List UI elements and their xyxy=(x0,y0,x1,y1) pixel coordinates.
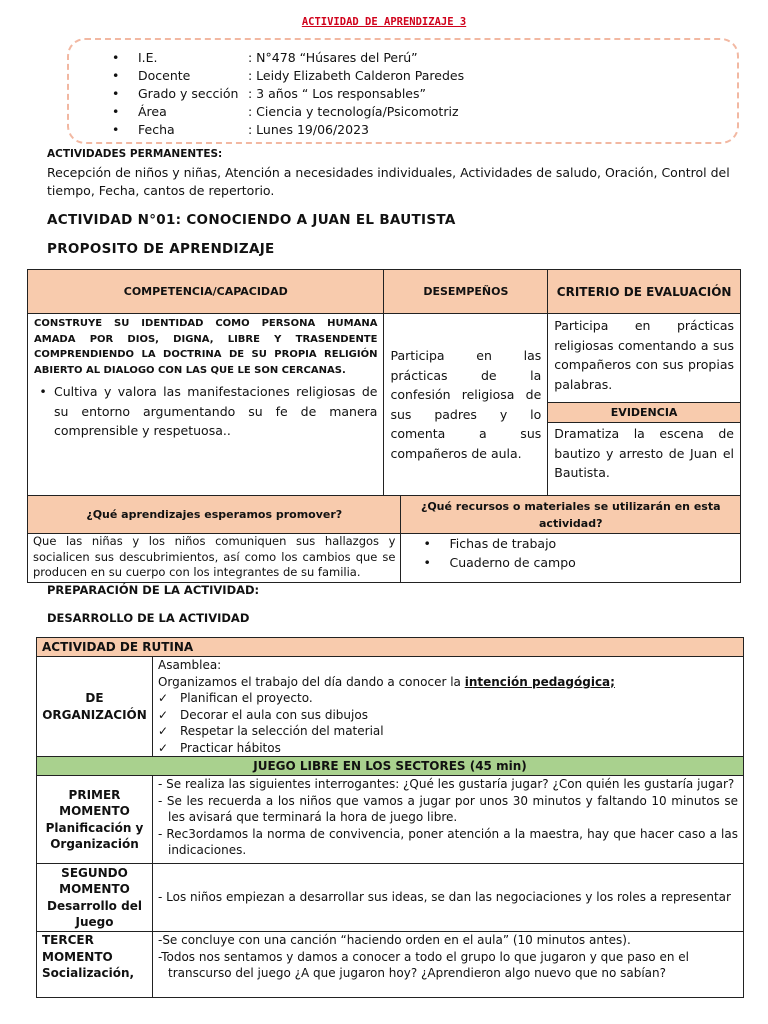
segundo-momento-text: - Los niños empiezan a desarrollar sus ideas, se dan las negociaciones y los roles a representar xyxy=(152,864,743,932)
recursos-cell xyxy=(401,534,741,583)
check-item: ✓ Respetar la selección del material xyxy=(157,724,384,738)
competencia-text: CONSTRUYE SU IDENTIDAD COMO PERSONA HUMANA AMADA POR DIOS, DIGNA, LIBRE Y TRASENDENTE COMPRENDIENDO LA DOCTRINA DE SU PROPIA RELIGIÓN ABIERTO AL DIALOGO CON LAS QUE LE SON CERCANAS. xyxy=(34,318,378,376)
organizacion-cell xyxy=(152,657,743,757)
proposito-title: PROPOSITO DE APRENDIZAJE xyxy=(47,241,275,257)
momento-item: - Se les recuerda a los niños que vamos a jugar por unos 30 minutos y faltando 10 minutos se les avisará que terminará la hora de juego libre. xyxy=(157,793,738,824)
desempeno-text: Participa en las prácticas de la confesión religiosa de sus padres y lo comenta a sus compañeros de aula. xyxy=(390,348,542,461)
evidencia-cell xyxy=(548,423,741,496)
recursos-list xyxy=(401,534,740,572)
permanentes-heading: ACTIVIDADES PERMANENTES: xyxy=(47,148,223,160)
header-evidencia: EVIDENCIA xyxy=(548,403,741,423)
momento-item: - Se realiza las siguientes interrogantes: ¿Qué les gustaría jugar? ¿Con quién les gustaría jugar? xyxy=(157,777,735,791)
page-title: ACTIVIDAD DE APRENDIZAJE 3 xyxy=(301,16,467,28)
header-recursos: ¿Qué recursos o materiales se utilizarán en esta actividad? xyxy=(401,496,741,534)
rutina-table xyxy=(36,637,744,998)
header-competencia: COMPETENCIA/CAPACIDAD xyxy=(28,270,384,314)
organizacion-label: DE ORGANIZACIÓN xyxy=(37,657,153,757)
recurso-item: • Fichas de trabajo xyxy=(423,536,557,551)
momento-item: - Rec3ordamos la norma de convivencia, poner atención a la maestra, hay que hacer caso a las indicaciones. xyxy=(157,826,738,857)
check-item: ✓ Practicar hábitos xyxy=(157,740,281,755)
aprendizajes-table xyxy=(27,495,741,583)
juego-libre-header: JUEGO LIBRE EN LOS SECTORES (45 min) xyxy=(37,757,744,776)
check-item: ✓ Decorar el aula con sus dibujos xyxy=(157,707,368,722)
asamblea-text: Asamblea: xyxy=(157,658,222,672)
tercer-momento-label: TERCER MOMENTO Socialización, xyxy=(37,932,153,998)
aprendizajes-cell xyxy=(28,534,401,583)
momento-item: -Se concluye con una canción “haciendo orden en el aula” (10 minutos antes). xyxy=(157,933,631,947)
info-ie: • I.E. : N°478 “Húsares del Perú” xyxy=(112,50,418,65)
primer-momento-label: PRIMER MOMENTO Planificación y Organización xyxy=(37,776,153,864)
actividad-title: ACTIVIDAD N°01: CONOCIENDO A JUAN EL BAUTISTA xyxy=(47,212,456,228)
criterio-text: Participa en prácticas religiosas comentando a sus compañeros con sus propias palabras. xyxy=(554,318,734,392)
info-docente: • Docente : Leidy Elizabeth Calderon Paredes xyxy=(112,68,465,83)
aprendizajes-text: Que las niñas y los niños comuniquen sus hallazgos y socialicen sus descubrimientos, así como los cambios que se producen en su cuerpo con los integrantes de su familia. xyxy=(33,534,396,579)
header-desempenos: DESEMPEÑOS xyxy=(384,270,548,314)
proposito-table xyxy=(27,269,741,496)
check-item: ✓ Planifican el proyecto. xyxy=(157,691,313,705)
desarrollo-title: DESARROLLO DE LA ACTIVIDAD xyxy=(47,611,250,625)
desempeno-cell xyxy=(384,314,548,496)
info-grado: • Grado y sección : 3 años “ Los responsables” xyxy=(112,86,426,101)
permanentes-text: Recepción de niños y niñas, Atención a necesidades individuales, Actividades de saludo, Oración, Control del tiempo, Fecha, cantos de repertorio. xyxy=(47,165,730,198)
header-aprendizajes: ¿Qué aprendizajes esperamos promover? xyxy=(28,496,401,534)
recurso-item: • Cuaderno de campo xyxy=(423,555,576,570)
header-criterio: CRITERIO DE EVALUACIÓN xyxy=(548,270,741,314)
organizamos-line: Organizamos el trabajo del día dando a conocer la intención pedagógica; xyxy=(157,674,615,689)
evidencia-text: Dramatiza la escena de bautizo y arresto de Juan el Bautista. xyxy=(554,426,734,480)
rutina-header: ACTIVIDAD DE RUTINA xyxy=(37,638,744,657)
competencia-cell xyxy=(28,314,384,496)
segundo-momento-label: SEGUNDO MOMENTO Desarrollo del Juego xyxy=(37,864,153,932)
primer-momento-cell xyxy=(152,776,743,864)
momento-item: -Todos nos sentamos y damos a conocer a todo el grupo lo que jugaron y que paso en el transcurso del juego ¿A que jugaron hoy? ¿Aprendieron algo nuevo que no sabían? xyxy=(157,949,689,980)
info-list xyxy=(112,49,464,139)
preparacion-title: PREPARACIÓN DE LA ACTIVIDAD: xyxy=(47,583,260,597)
tercer-momento-cell xyxy=(152,932,743,998)
capacidad-item: • Cultiva y valora las manifestaciones religiosas de su entorno argumentando su fe de manera comprensible y respetuosa.. xyxy=(39,384,378,438)
criterio-cell xyxy=(548,314,741,403)
intencion-text: intención pedagógica; xyxy=(464,674,615,689)
info-area: • Área : Ciencia y tecnología/Psicomotriz xyxy=(112,104,459,119)
info-fecha: • Fecha : Lunes 19/06/2023 xyxy=(112,122,369,137)
